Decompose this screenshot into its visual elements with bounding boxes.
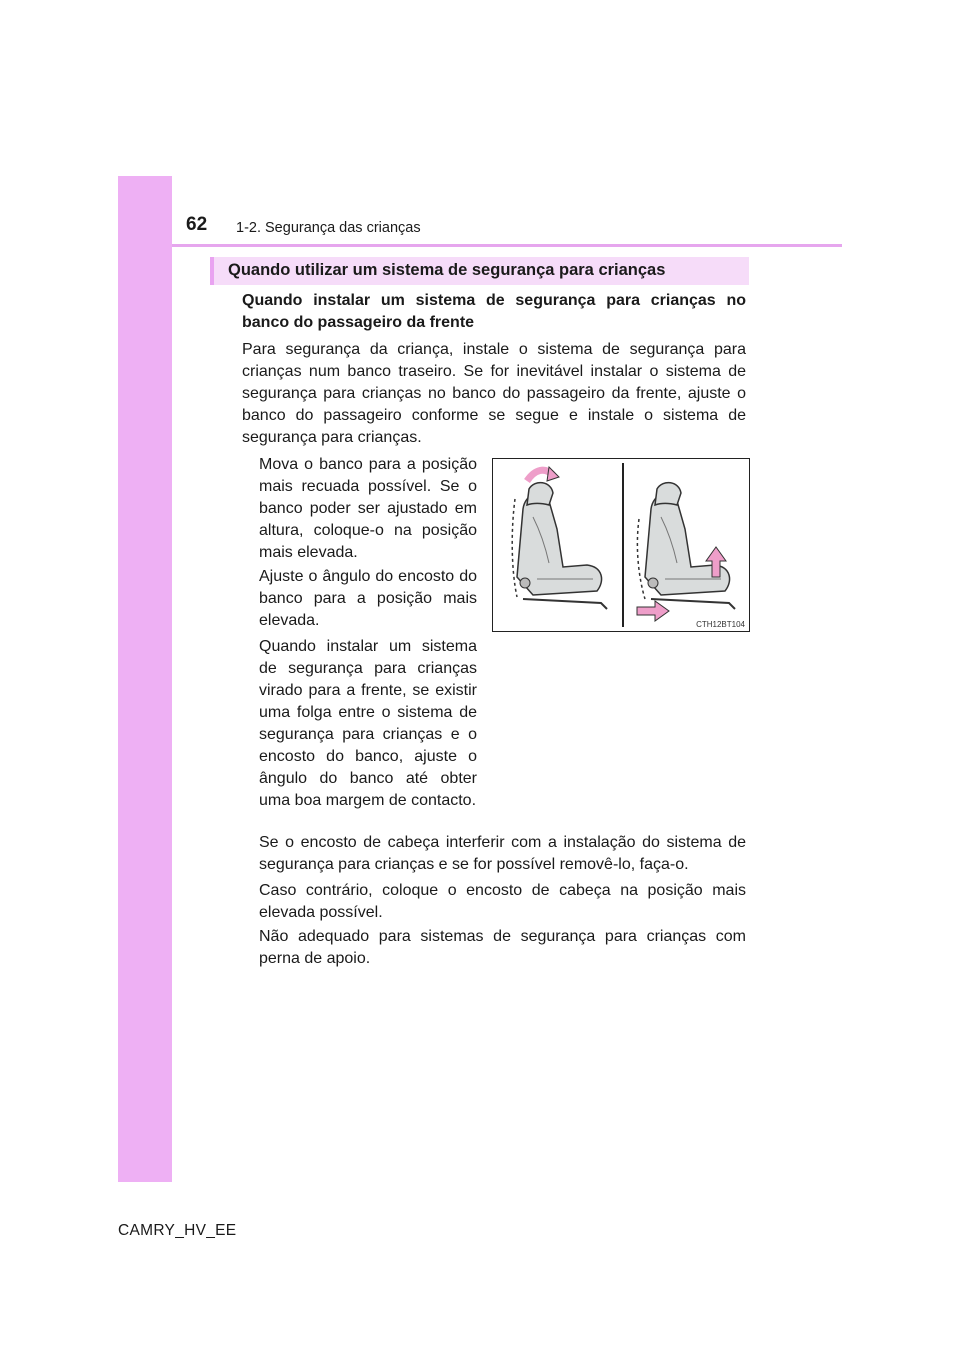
step-1-text: Mova o banco para a posição mais recuada possível. Se o banco poder ser ajustado em altura, coloque-o na posição mais elevada. [259, 456, 477, 561]
header-rule [172, 244, 842, 247]
running-head: 1-2. Segurança das crianças [236, 220, 421, 236]
footer-model-code: CAMRY_HV_EE [118, 1222, 237, 1239]
note-1-text: Se o encosto de cabeça interferir com a instalação do sistema de segurança para crianças e se for possível removê-lo, faça-o. [259, 834, 746, 873]
subheading: Quando instalar um sistema de segurança para crianças no banco do passageiro da frente [242, 292, 746, 331]
page-number: 62 [186, 214, 208, 235]
seat-right [637, 483, 735, 621]
seat-adjustment-illustration [492, 458, 750, 632]
section-title: Quando utilizar um sistema de segurança para crianças [228, 261, 666, 279]
chapter-sidebar-tab [118, 176, 172, 1182]
seat-left [512, 467, 607, 609]
note-2-text: Caso contrário, coloque o encosto de cabeça na posição mais elevada possível. [259, 882, 746, 921]
step-2-text: Ajuste o ângulo do encosto do banco para a posição mais elevada. [259, 568, 477, 629]
note-3-text: Não adequado para sistemas de segurança para crianças com perna de apoio. [259, 928, 746, 967]
figure-code: CTH12BT104 [696, 620, 745, 629]
intro-paragraph: Para segurança da criança, instale o sistema de segurança para crianças num banco traseiro. Se for inevitável instalar o sistema de segurança para crianças no banco do passageiro da frente, ajuste o banco do passageiro conforme se segue e instale o sistema de segurança para crianças. [242, 341, 746, 446]
seat-diagram-svg [493, 459, 749, 631]
step-3-text: Quando instalar um sistema de segurança para crianças virado para a frente, se existir uma folga entre o sistema de segurança para crianças e o encosto do banco, ajuste o ângulo do banco até obter uma boa margem de contacto. [259, 638, 477, 809]
section-title-bar [210, 257, 749, 285]
